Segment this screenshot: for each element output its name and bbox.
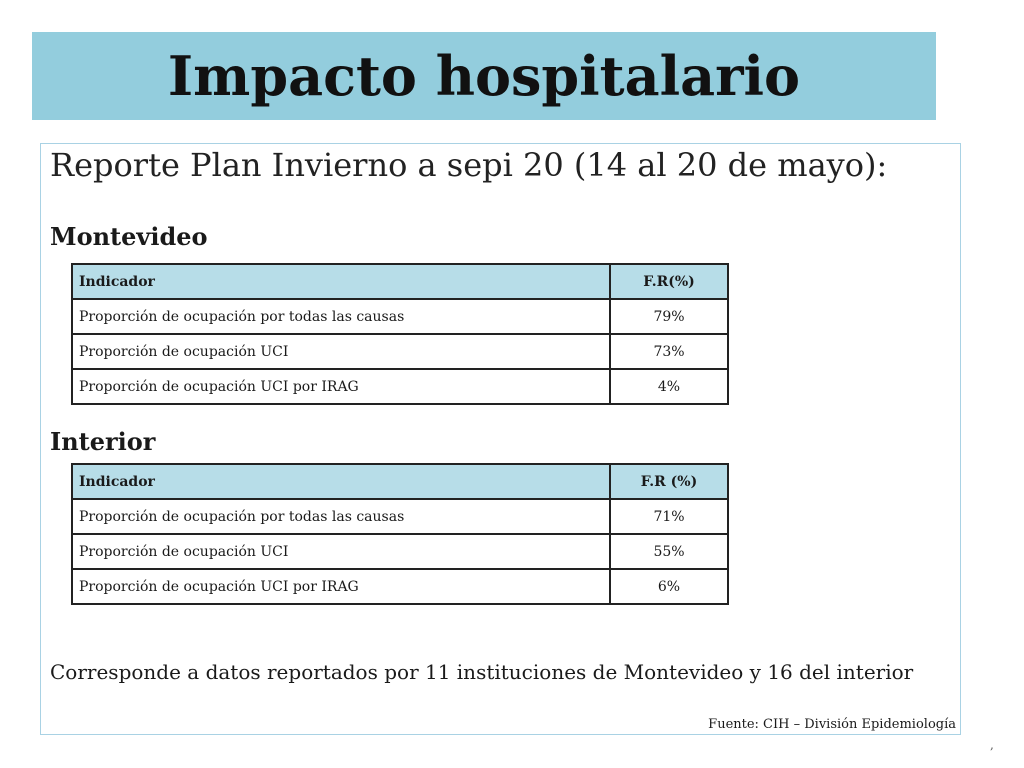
title-bar: [32, 32, 936, 120]
indicator-cell: Proporción de ocupación UCI por IRAG: [72, 369, 610, 404]
section-heading-interior: Interior: [50, 427, 156, 456]
column-header-indicator: Indicador: [72, 264, 610, 299]
value-cell: 55%: [610, 534, 728, 569]
indicator-cell: Proporción de ocupación UCI por IRAG: [72, 569, 610, 604]
table-row: [72, 534, 728, 569]
indicator-cell: Proporción de ocupación por todas las causas: [72, 499, 610, 534]
table-row: [72, 569, 728, 604]
indicator-cell: Proporción de ocupación UCI: [72, 534, 610, 569]
value-cell: 73%: [610, 334, 728, 369]
value-cell: 71%: [610, 499, 728, 534]
table-row: [72, 334, 728, 369]
column-header-fr: F.R (%): [610, 464, 728, 499]
table-row: [72, 299, 728, 334]
value-cell: 4%: [610, 369, 728, 404]
footnote: Corresponde a datos reportados por 11 instituciones de Montevideo y 16 del interior: [50, 660, 914, 684]
column-header-fr: F.R(%): [610, 264, 728, 299]
page-title: Impacto hospitalario: [167, 44, 801, 108]
value-cell: 6%: [610, 569, 728, 604]
table-row: [72, 369, 728, 404]
indicator-cell: Proporción de ocupación UCI: [72, 334, 610, 369]
table-header-row: [72, 464, 728, 499]
table-interior: [71, 463, 729, 605]
value-cell: 79%: [610, 299, 728, 334]
section-heading-montevideo: Montevideo: [50, 222, 208, 251]
corner-mark: ,: [990, 738, 994, 752]
source-credit: Fuente: CIH – División Epidemiología: [708, 717, 956, 732]
report-subtitle: Reporte Plan Invierno a sepi 20 (14 al 20 de mayo):: [50, 146, 888, 184]
table-header-row: [72, 264, 728, 299]
table-row: [72, 499, 728, 534]
indicator-cell: Proporción de ocupación por todas las causas: [72, 299, 610, 334]
column-header-indicator: Indicador: [72, 464, 610, 499]
table-montevideo: [71, 263, 729, 405]
